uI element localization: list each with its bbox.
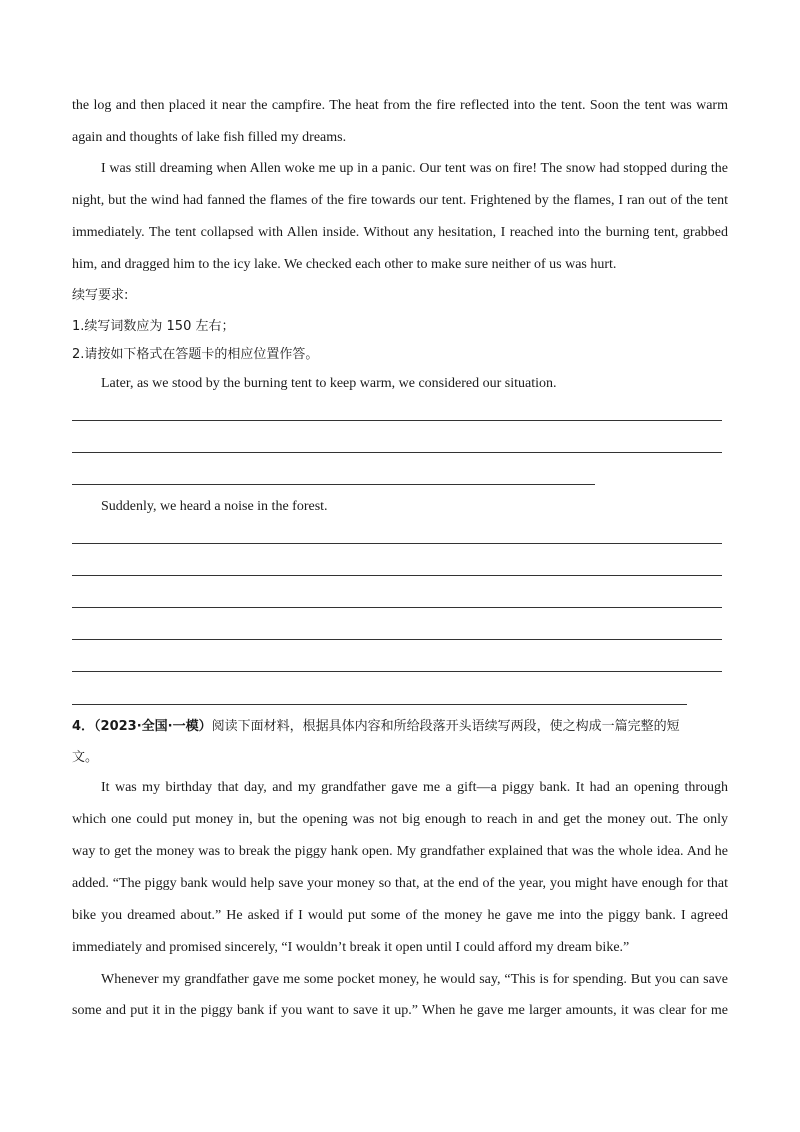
answer-line[interactable] — [72, 575, 722, 576]
passage-line: the log and then placed it near the campfire. The heat from the fire reflected into the tent. Soon the tent was warm — [72, 98, 728, 113]
paragraph-prompt-2: Suddenly, we heard a noise in the forest. — [101, 499, 328, 514]
requirement-item: 1.续写词数应为 150 左右； — [72, 319, 235, 334]
question-number: 4． — [72, 719, 95, 734]
requirement-item: 2.请按如下格式在答题卡的相应位置作答。 — [72, 347, 319, 362]
answer-line[interactable] — [72, 639, 722, 640]
answer-line[interactable] — [72, 671, 722, 672]
passage-line: night, but the wind had fanned the flames of the fire towards our tent. Frightened by the flames, I ran out of the tent — [72, 193, 728, 208]
passage-line: bike you dreamed about.” He asked if I would put some of the money he gave me into the piggy bank. I agreed — [72, 908, 728, 923]
passage-line: I was still dreaming when Allen woke me up in a panic. Our tent was on fire! The snow had stopped during the — [101, 161, 728, 176]
question-header — [72, 718, 728, 736]
passage-line: him, and dragged him to the icy lake. We checked each other to make sure neither of us was hurt. — [72, 257, 617, 272]
answer-line[interactable] — [72, 607, 722, 608]
passage-line: way to get the money was to break the piggy hank open. My grandfather explained that was the whole idea. And he — [72, 844, 728, 859]
answer-line[interactable] — [72, 452, 722, 453]
passage-line: again and thoughts of lake fish filled my dreams. — [72, 130, 347, 145]
passage-line: some and put it in the piggy bank if you want to save it up.” When he gave me larger amounts, it was clear for me — [72, 1003, 728, 1018]
passage-line: added. “The piggy bank would help save your money so that, at the end of the year, you might have enough for that — [72, 876, 728, 891]
answer-line[interactable] — [72, 420, 722, 421]
requirements-heading: 续写要求: — [72, 288, 129, 303]
question-instruction-cont: 文。 — [72, 750, 99, 765]
passage-line: Whenever my grandfather gave me some pocket money, he would say, “This is for spending. But you can save — [101, 972, 728, 987]
answer-line[interactable] — [72, 484, 595, 485]
passage-line: immediately. The tent collapsed with Allen inside. Without any hesitation, I reached into the burning tent, grabbed — [72, 225, 728, 240]
passage-line: which one could put money in, but the opening was not big enough to reach in and get the money out. The only — [72, 812, 728, 827]
passage-line: It was my birthday that day, and my grandfather gave me a gift—a piggy bank. It had an opening through — [101, 780, 728, 795]
answer-line[interactable] — [72, 704, 687, 705]
answer-line[interactable] — [72, 543, 722, 544]
question-source: （2023·全国·一模） — [94, 719, 212, 734]
paragraph-prompt-1: Later, as we stood by the burning tent to keep warm, we considered our situation. — [101, 376, 557, 391]
question-instruction: 阅读下面材料，根据具体内容和所给段落开头语续写两段，使之构成一篇完整的短 — [211, 719, 680, 734]
passage-line: immediately and promised sincerely, “I wouldn’t break it open until I could afford my dream bike.” — [72, 940, 630, 955]
